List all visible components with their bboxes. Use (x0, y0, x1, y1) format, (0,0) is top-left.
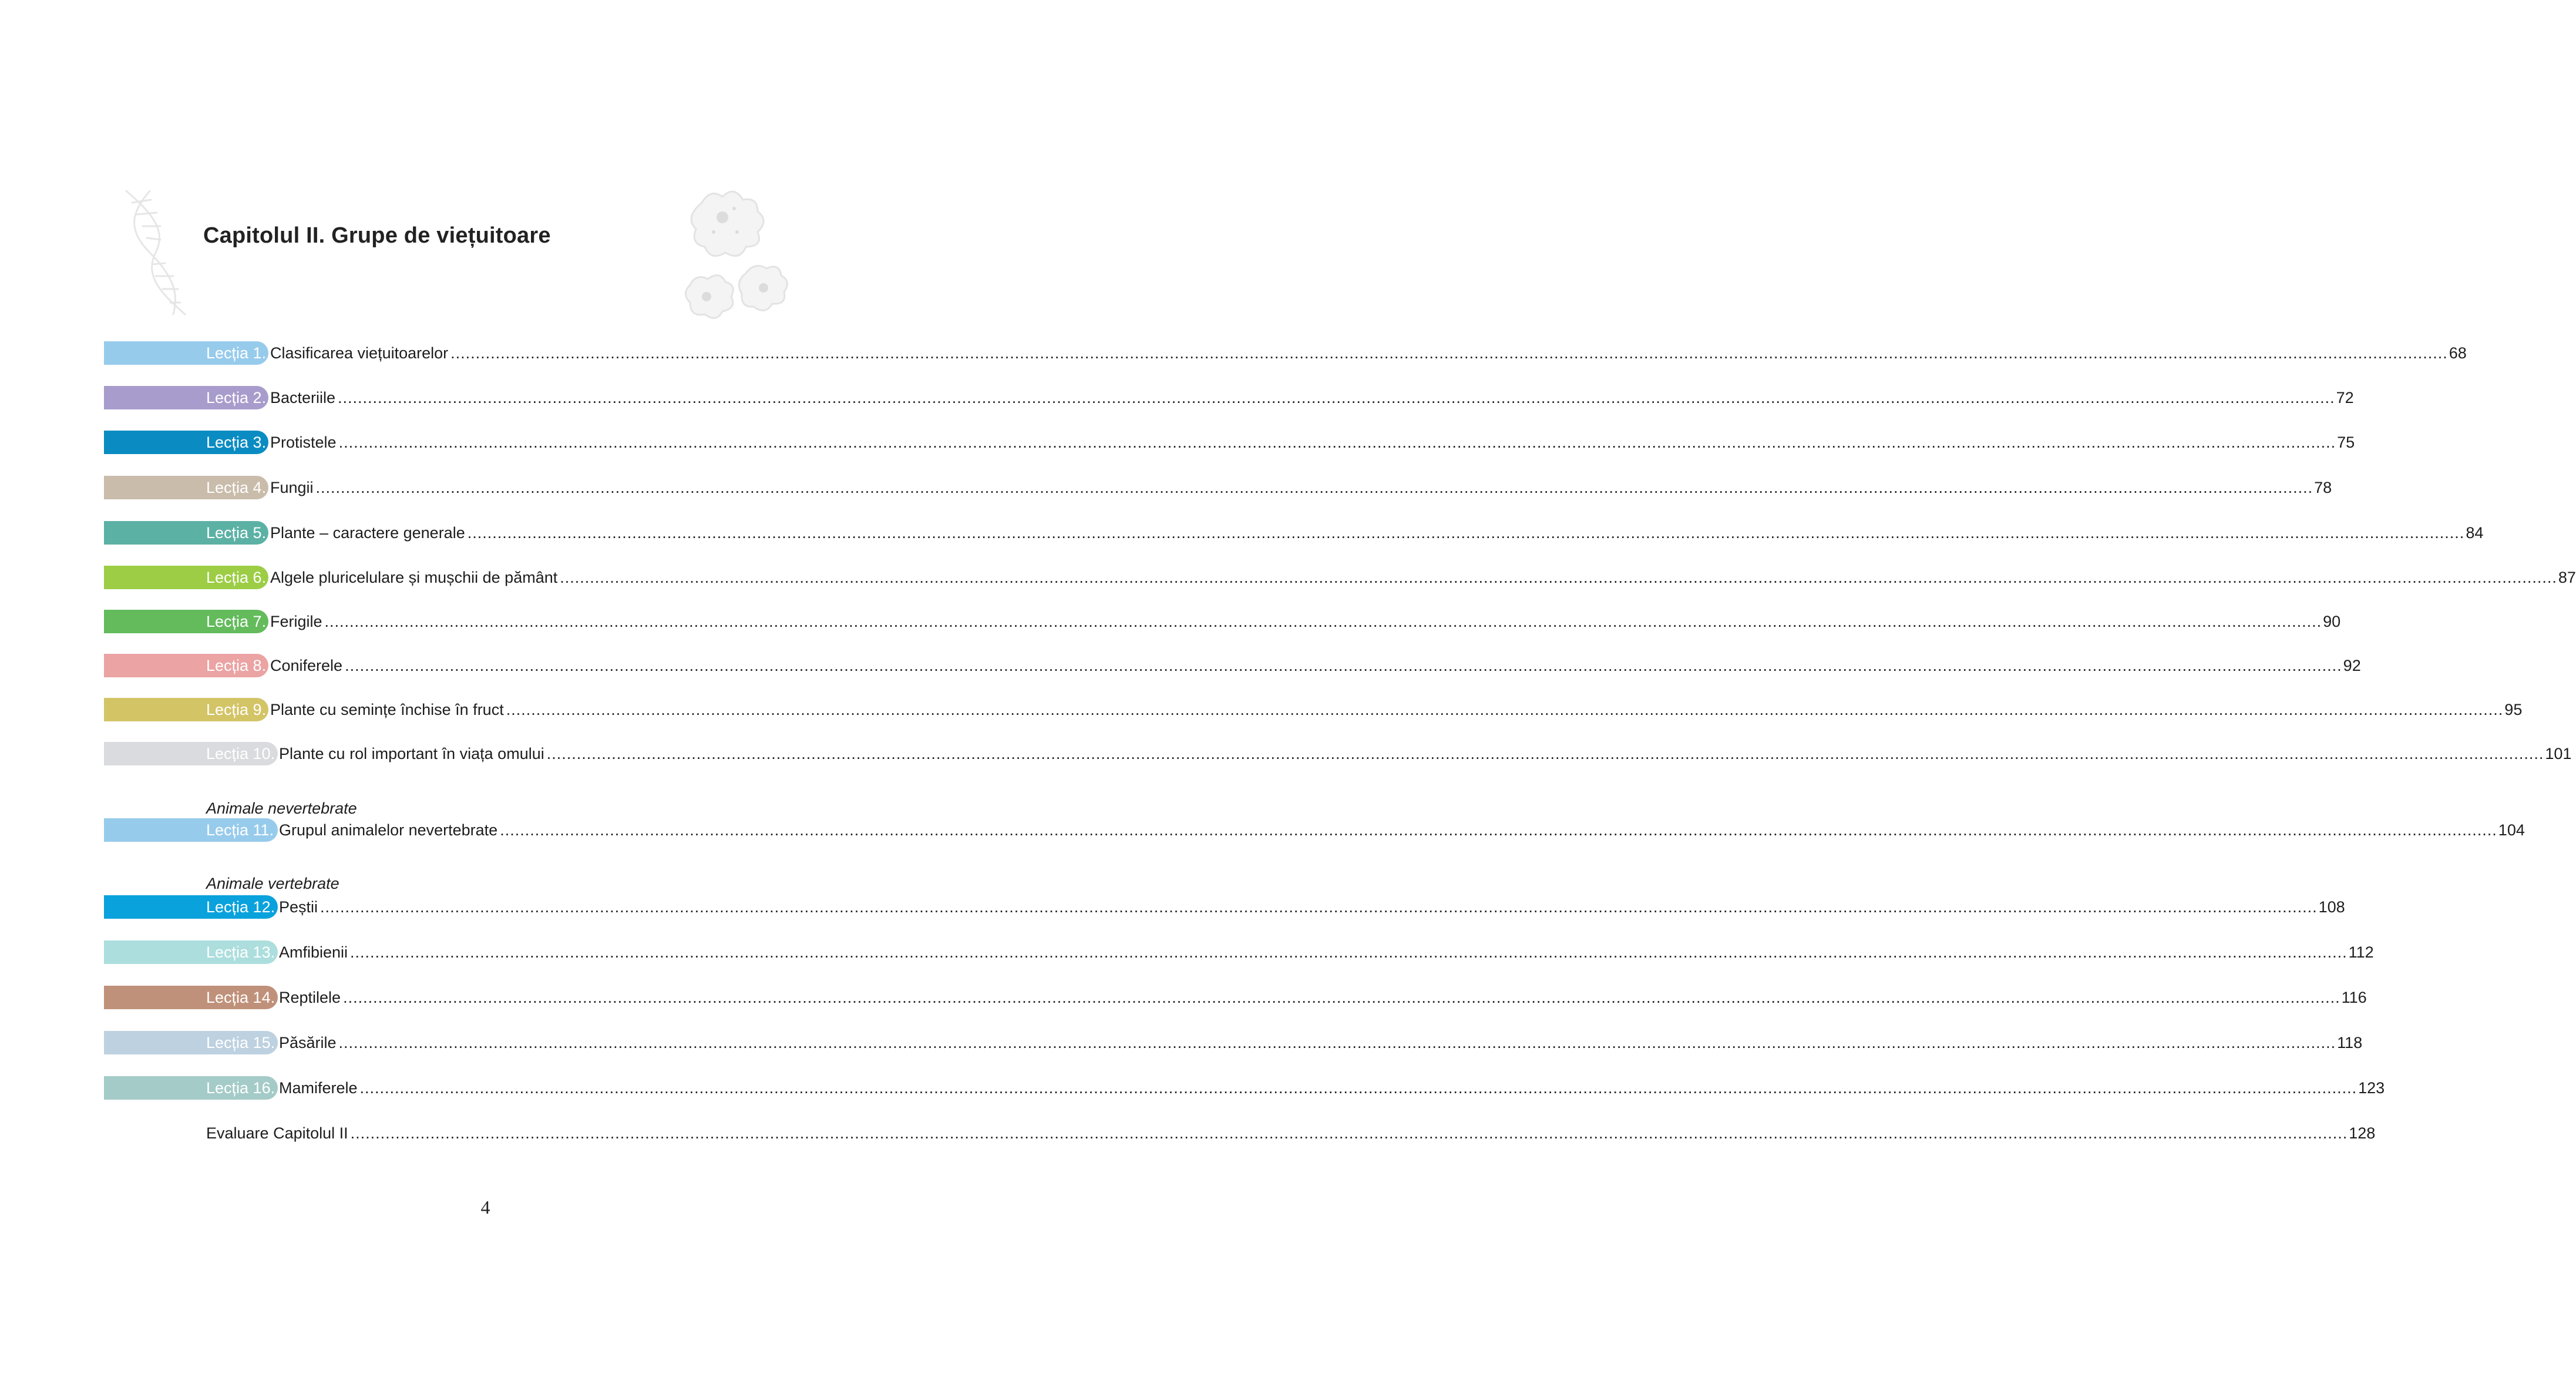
toc-entry[interactable] (0, 698, 2523, 721)
lesson-title: Plante – caractere generale (270, 524, 465, 542)
dot-leader: ................................................................................................................................................................................................................................................................................................................................................................................................................ (500, 821, 2497, 839)
lesson-title: Clasificarea viețuitoarelor (270, 344, 449, 362)
toc-line (270, 433, 2355, 452)
toc-line (279, 898, 2345, 916)
lesson-number: Lecția 7. (206, 613, 267, 630)
dot-leader: ................................................................................................................................................................................................................................................................................................................................................................................................................ (350, 943, 2348, 961)
page-reference: 104 (2498, 821, 2525, 839)
dot-leader: ................................................................................................................................................................................................................................................................................................................................................................................................................ (560, 569, 2557, 586)
lesson-number: Lecția 2. (206, 389, 267, 407)
toc-line (279, 1079, 2385, 1097)
lesson-title: Algele pluricelulare și mușchii de pământ (270, 569, 558, 586)
page-reference: 108 (2318, 898, 2345, 916)
dot-leader: ................................................................................................................................................................................................................................................................................................................................................................................................................ (546, 745, 2544, 762)
toc-line (270, 656, 2361, 675)
toc-line (270, 568, 2576, 587)
toc-entry[interactable] (0, 1076, 2385, 1100)
lesson-number: Lecția 10. (206, 745, 275, 762)
toc-line (270, 523, 2484, 542)
lesson-title: Mamiferele (279, 1079, 358, 1097)
page-number: 4 (480, 1197, 490, 1218)
dot-leader: ................................................................................................................................................................................................................................................................................................................................................................................................................ (506, 701, 2504, 718)
dot-leader: ................................................................................................................................................................................................................................................................................................................................................................................................................ (315, 479, 2313, 496)
lesson-title: Protistele (270, 434, 337, 451)
lesson-title: Amfibienii (279, 943, 348, 961)
lesson-number: Lecția 4. (206, 479, 267, 496)
lesson-title: Fungii (270, 479, 314, 496)
toc-entry[interactable] (0, 341, 2467, 365)
toc-entry[interactable] (0, 1121, 2376, 1145)
lesson-number: Lecția 6. (206, 569, 267, 586)
page-reference: 72 (2336, 389, 2354, 407)
dot-leader: ................................................................................................................................................................................................................................................................................................................................................................................................................ (324, 613, 2322, 630)
toc-line (279, 1033, 2363, 1052)
lesson-number: Lecția 3. (206, 434, 267, 451)
lesson-number: Lecția 9. (206, 701, 267, 718)
toc-line (270, 344, 2467, 362)
lesson-title: Păsările (279, 1034, 337, 1052)
section-heading: Animale nevertebrate (206, 799, 357, 817)
lesson-number: Lecția 11. (206, 821, 274, 839)
dot-leader: ................................................................................................................................................................................................................................................................................................................................................................................................................ (338, 389, 2335, 407)
page-reference: 75 (2337, 434, 2355, 451)
toc-entry[interactable] (0, 818, 2525, 842)
page-reference: 101 (2545, 745, 2572, 762)
page-reference: 84 (2466, 524, 2484, 542)
lesson-number: Lecția 8. (206, 657, 267, 674)
toc-entry[interactable] (0, 1031, 2363, 1054)
page-reference: 92 (2343, 657, 2361, 674)
lesson-title: Plante cu rol important în viața omului (279, 745, 544, 762)
lesson-title: Peștii (279, 898, 318, 916)
dot-leader: ................................................................................................................................................................................................................................................................................................................................................................................................................ (343, 989, 2340, 1006)
section-heading: Animale vertebrate (206, 875, 339, 892)
toc-line (270, 388, 2354, 407)
dot-leader: ................................................................................................................................................................................................................................................................................................................................................................................................................ (450, 344, 2448, 362)
dot-leader: ................................................................................................................................................................................................................................................................................................................................................................................................................ (338, 434, 2336, 451)
dot-leader: ................................................................................................................................................................................................................................................................................................................................................................................................................ (338, 1034, 2336, 1052)
lesson-title: Bacteriile (270, 389, 336, 407)
toc-line (279, 744, 2572, 763)
lesson-title: Plante cu semințe închise în fruct (270, 701, 504, 718)
toc-entry[interactable] (0, 940, 2374, 964)
toc-entry[interactable] (0, 386, 2354, 409)
toc-entry[interactable] (0, 431, 2355, 454)
page-reference: 128 (2349, 1124, 2376, 1142)
lesson-title: Ferigile (270, 613, 322, 630)
lesson-number: Lecția 13. (206, 943, 275, 961)
toc-line (270, 478, 2332, 497)
page-reference: 90 (2323, 613, 2341, 630)
toc-line (279, 988, 2367, 1007)
toc-line (279, 943, 2374, 962)
lesson-title: Coniferele (270, 657, 343, 674)
toc-entry[interactable] (0, 986, 2367, 1009)
chapter-title: Capitolul II. Grupe de viețuitoare (203, 223, 551, 248)
dot-leader: ................................................................................................................................................................................................................................................................................................................................................................................................................ (350, 1124, 2348, 1142)
toc-line (279, 821, 2525, 839)
toc-entry[interactable] (0, 654, 2361, 677)
toc-line (270, 700, 2523, 719)
page-reference: 78 (2314, 479, 2332, 496)
toc-entry[interactable] (0, 895, 2345, 919)
lesson-number: Lecția 12. (206, 898, 275, 916)
lesson-number: Lecția 15. (206, 1034, 275, 1052)
page-reference: 118 (2337, 1034, 2363, 1052)
dot-leader: ................................................................................................................................................................................................................................................................................................................................................................................................................ (345, 657, 2342, 674)
toc-entry[interactable] (0, 521, 2484, 545)
toc-entry[interactable] (0, 476, 2332, 499)
toc-entry[interactable] (0, 742, 2572, 765)
lesson-number: Lecția 16. (206, 1079, 275, 1097)
page-reference: 123 (2358, 1079, 2385, 1097)
lesson-number: Lecția 1. (206, 344, 267, 362)
page-reference: 112 (2348, 943, 2374, 961)
page-reference: 116 (2341, 989, 2367, 1006)
lesson-title: Grupul animalelor nevertebrate (279, 821, 498, 839)
lesson-number: Lecția 5. (206, 524, 267, 542)
lesson-number: Lecția 14. (206, 989, 275, 1006)
lesson-title: Reptilele (279, 989, 341, 1006)
lesson-title: Evaluare Capitolul II (206, 1124, 348, 1142)
page-reference: 68 (2449, 344, 2467, 362)
toc-entry[interactable] (0, 566, 2576, 589)
toc-entry[interactable] (0, 610, 2341, 633)
toc-line (206, 1124, 2376, 1143)
page-reference: 95 (2504, 701, 2523, 718)
dot-leader: ................................................................................................................................................................................................................................................................................................................................................................................................................ (467, 524, 2465, 542)
toc-line (270, 612, 2341, 631)
dot-leader: ................................................................................................................................................................................................................................................................................................................................................................................................................ (320, 898, 2318, 916)
dot-leader: ................................................................................................................................................................................................................................................................................................................................................................................................................ (359, 1079, 2358, 1097)
page-reference: 87 (2558, 569, 2576, 586)
